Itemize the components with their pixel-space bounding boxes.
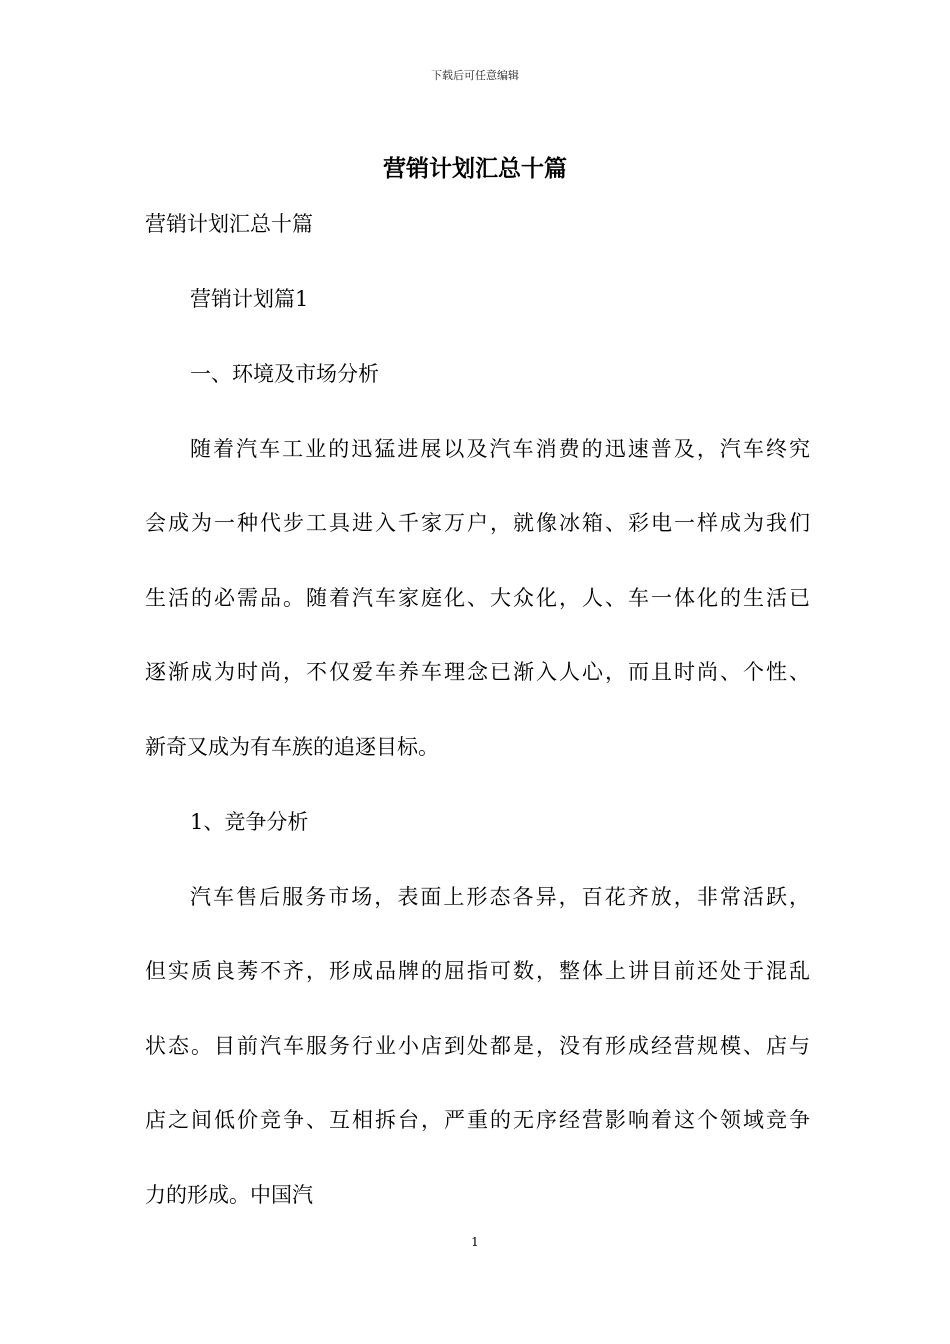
paragraph-line: 随着汽车工业的迅猛进展以及汽车消费的迅速普及，汽车终究 (190, 437, 810, 461)
page-number: 1 (471, 1235, 479, 1249)
paragraph-line: 逐渐成为时尚，不仅爱车养车理念已渐入人心，而且时尚、个性、 (145, 660, 810, 684)
subsection-heading: 一、环境及市场分析 (190, 362, 379, 386)
paragraph-line: 状态。目前汽车服务行业小店到处都是，没有形成经营规模、店与 (145, 1034, 810, 1058)
paragraph-line: 会成为一种代步工具进入千家万户，就像冰箱、彩电一样成为我们 (145, 511, 810, 535)
page-header-note: 下载后可任意编辑 (431, 69, 519, 82)
subsection-heading: 1、竞争分析 (190, 810, 309, 834)
paragraph-line: 汽车售后服务市场，表面上形态各异，百花齐放，非常活跃， (190, 885, 810, 909)
paragraph-line: 生活的必需品。随着汽车家庭化、大众化，人、车一体化的生活已 (145, 586, 810, 610)
document-subtitle: 营销计划汇总十篇 (145, 212, 313, 236)
paragraph-line: 店之间低价竞争、互相拆台，严重的无序经营影响着这个领域竞争 (145, 1108, 810, 1132)
document-title: 营销计划汇总十篇 (383, 155, 567, 182)
paragraph-line: 力的形成。中国汽 (145, 1183, 313, 1207)
paragraph-line: 但实质良莠不齐，形成品牌的屈指可数，整体上讲目前还处于混乱 (145, 959, 810, 983)
section-heading: 营销计划篇1 (190, 287, 309, 311)
paragraph-line: 新奇又成为有车族的追逐目标。 (145, 735, 439, 759)
